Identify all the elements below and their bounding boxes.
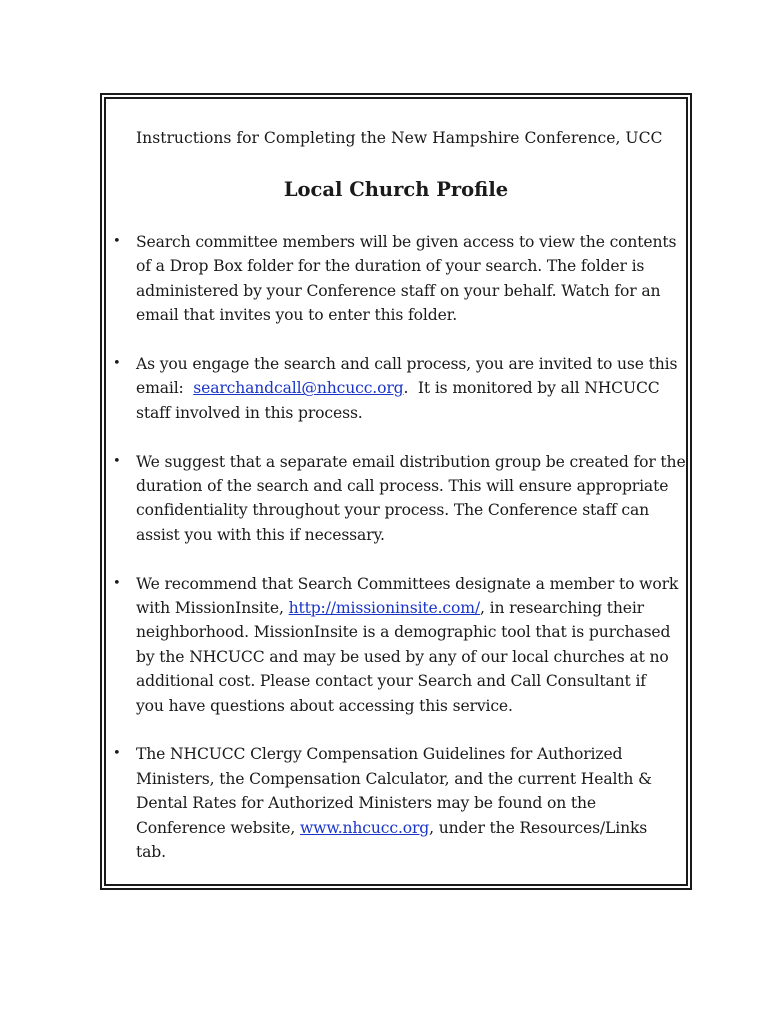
item-text-fragment: , under the Resources/Links: [429, 818, 648, 837]
document-title: Local Church Profile: [283, 178, 509, 201]
item-text-line: Ministers, the Compensation Calculator, and the current Health &: [136, 769, 652, 788]
item-text-line: by the NHCUCC and may be used by any of our local churches at no: [136, 647, 669, 666]
list-item: [104, 450, 688, 548]
item-text-line: neighborhood. MissionInsite is a demographic tool that is purchased: [136, 623, 671, 642]
item-text-line: Dental Rates for Authorized Ministers may be found on the: [136, 794, 597, 813]
item-text-line: Search committee members will be given access to view the contents: [136, 233, 677, 251]
nhcucc-website-link[interactable]: www.nhcucc.org: [299, 818, 430, 837]
item-text-line: We suggest that a separate email distribution group be created for the: [136, 452, 686, 471]
item-text-fragment: . It is monitored by all NHCUCC: [403, 379, 660, 398]
item-text-fragment: Conference website,: [136, 818, 300, 837]
item-text-line: administered by your Conference staff on your behalf. Watch for an: [136, 281, 661, 300]
list-item: [104, 742, 688, 864]
item-text-line: of a Drop Box folder for the duration of your search. The folder is: [136, 257, 645, 276]
bullet-icon: •: [113, 575, 121, 591]
bullet-icon: •: [113, 234, 121, 249]
list-item: [104, 352, 688, 425]
item-text-fragment: email:: [136, 379, 194, 398]
item-text-line: [136, 816, 684, 840]
list-item: [104, 230, 688, 328]
item-text-line: additional cost. Please contact your Search and Call Consultant if: [136, 672, 646, 691]
item-text-line: [136, 376, 684, 400]
document-subtitle: Instructions for Completing the New Hampshire Conference, UCC: [136, 129, 663, 147]
item-text-line: We recommend that Search Committees designate a member to work: [136, 574, 679, 593]
bullet-icon: •: [113, 746, 121, 762]
email-link[interactable]: searchandcall@nhcucc.org: [193, 379, 404, 398]
item-text-line: staff involved in this process.: [136, 403, 363, 422]
item-text-fragment: , in researching their: [480, 599, 644, 618]
item-text-line: As you engage the search and call process, you are invited to use this: [136, 355, 678, 374]
item-text-fragment: with MissionInsite,: [136, 599, 289, 618]
missioninsite-link[interactable]: http://missioninsite.com/: [288, 599, 480, 618]
item-text-line: duration of the search and call process. This will ensure appropriate: [136, 477, 669, 496]
bullet-icon: •: [113, 356, 121, 372]
item-text-line: [136, 596, 684, 620]
item-text-line: tab.: [136, 843, 166, 862]
list-item: [104, 572, 688, 718]
instructions-list: [104, 230, 688, 889]
item-text-line: email that invites you to enter this folder.: [136, 306, 458, 325]
item-text-line: you have questions about accessing this service.: [136, 696, 513, 715]
bullet-icon: •: [113, 453, 121, 469]
item-text-line: assist you with this if necessary.: [136, 525, 385, 544]
item-text-line: The NHCUCC Clergy Compensation Guidelines for Authorized: [136, 745, 623, 764]
item-text-line: confidentiality throughout your process. The Conference staff can: [136, 501, 649, 520]
